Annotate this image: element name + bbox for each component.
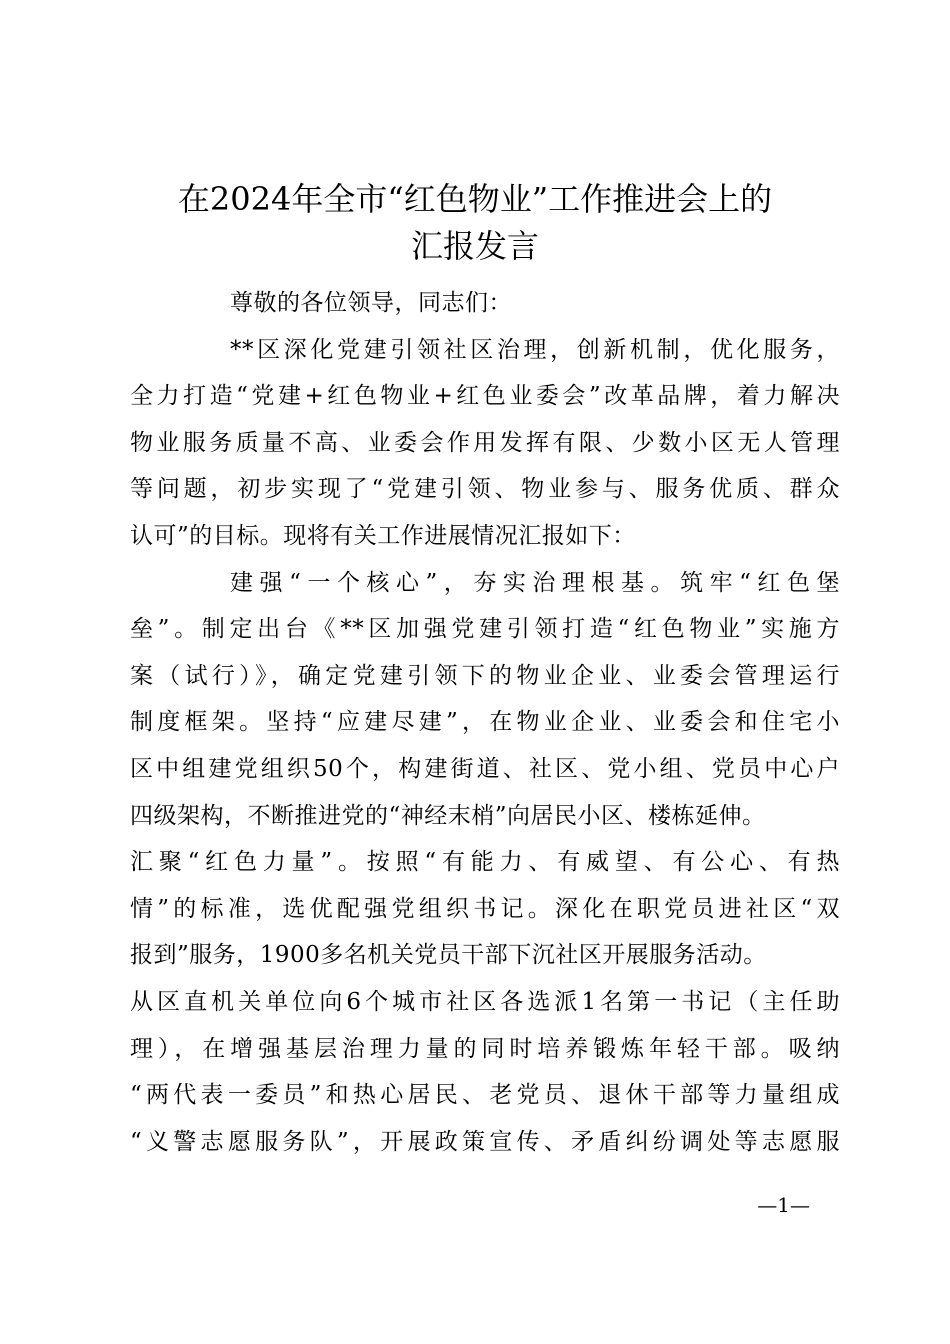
salutation: 尊敬的各位领导，同志们：: [230, 290, 512, 316]
paragraph-3-line: 理），在增强基层治理力量的同时培养锻炼年轻干部。吸纳: [130, 1035, 840, 1062]
paragraph-3-line: “义警志愿服务队”，开展政策宣传、矛盾纠纷调处等志愿服: [130, 1128, 840, 1155]
paragraph-3-line: 报到”服务，1900多名机关党员干部下沉社区开展服务活动。: [130, 942, 767, 969]
paragraph-3-line: “两代表一委员”和热心居民、老党员、退休干部等力量组成: [130, 1082, 840, 1109]
paragraph-1-line: 等问题，初步实现了“党建引领、物业参与、服务优质、群众: [130, 476, 840, 503]
document-title-line-1: 在2024年全市“红色物业”工作推进会上的: [177, 180, 773, 218]
paragraph-2-line: 建强“一个核心”，夯实治理根基。筑牢“红色堡: [230, 569, 840, 596]
paragraph-3-line: 汇聚“红色力量”。按照“有能力、有威望、有公心、有热: [130, 849, 840, 876]
paragraph-2-line: 案（试行）》，确定党建引领下的物业企业、业委会管理运行: [130, 662, 840, 689]
page-number: —1—: [757, 1193, 810, 1217]
document-title-line-2: 汇报发言: [410, 227, 539, 265]
paragraph-2-line: 垒”。制定出台《**区加强党建引领打造“红色物业”实施方: [130, 616, 840, 643]
paragraph-1-line: **区深化党建引领社区治理，创新机制，优化服务，: [230, 336, 840, 363]
paragraph-1-line: 认可”的目标。现将有关工作进展情况汇报如下：: [130, 522, 636, 549]
paragraph-1-line: 物业服务质量不高、业委会作用发挥有限、少数小区无人管理: [130, 429, 840, 456]
paragraph-3-line: 从区直机关单位向6个城市社区各选派1名第一书记（主任助: [130, 988, 840, 1015]
paragraph-1-line: 全力打造“党建+红色物业+红色业委会”改革品牌，着力解决: [130, 383, 840, 410]
paragraph-2-line: 区中组建党组织50个，构建街道、社区、党小组、党员中心户: [130, 755, 840, 782]
paragraph-2-line: 制度框架。坚持“应建尽建”，在物业企业、业委会和住宅小: [130, 709, 840, 736]
paragraph-3-line: 情”的标准，选优配强党组织书记。深化在职党员进社区“双: [130, 895, 840, 922]
document-body: [130, 280, 840, 1165]
paragraph-2-line: 四级架构，不断推进党的“神经末梢”向居民小区、楼栋延伸。: [130, 802, 766, 829]
